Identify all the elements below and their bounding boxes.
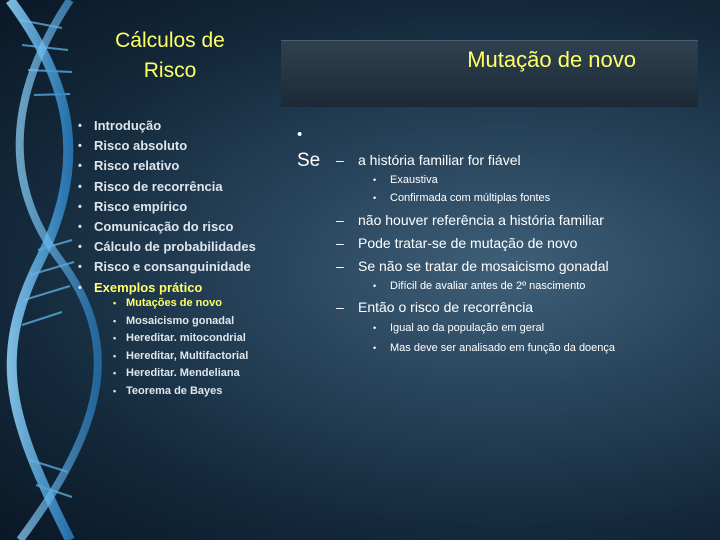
dash-item-1-text: a história familiar for fiável	[358, 152, 521, 168]
sub-item-exaustiva-text: Exaustiva	[390, 174, 438, 186]
sub-item-igual: • Igual ao da população em geral	[373, 322, 545, 334]
subnav-item-mutacoes-de-novo[interactable]: • Mutações de novo	[113, 295, 248, 313]
bullet-se: •Se	[297, 126, 321, 171]
sidebar-subnav	[113, 295, 248, 401]
dash-item-3-text: Pode tratar-se de mutação de novo	[358, 235, 578, 251]
dash-item-2: – não houver referência a história familiar	[336, 212, 604, 228]
dash-item-5-text: Então o risco de recorrência	[358, 299, 534, 315]
sub-item-dificil-text: Difícil de avaliar antes de 2º nascimento	[390, 280, 586, 292]
subnav-item-hereditar-multifactorial[interactable]: • Hereditar, Multifactorial	[113, 348, 248, 366]
nav-item-risco-relativo[interactable]: • Risco relativo	[78, 156, 256, 176]
nav-item-exemplos-pratico[interactable]: • Exemplos prático	[78, 278, 256, 298]
dash-item-1: – a história familiar for fiável	[336, 152, 521, 168]
subnav-item-mosaicismo-gonadal[interactable]: • Mosaicismo gonadal	[113, 313, 248, 331]
dash-item-2-text: não houver referência a história familiar	[358, 212, 604, 228]
sub-item-confirmada: • Confirmada com múltiplas fontes	[373, 192, 551, 204]
nav-item-calculo-probabilidades[interactable]: • Cálculo de probabilidades	[78, 237, 256, 257]
sub-item-confirmada-text: Confirmada com múltiplas fontes	[390, 192, 551, 204]
sub-item-analisado-text: Mas deve ser analisado em função da doença	[390, 342, 616, 354]
subnav-item-teorema-bayes[interactable]: • Teorema de Bayes	[113, 383, 248, 401]
dash-item-4: – Se não se tratar de mosaicismo gonadal	[336, 258, 609, 274]
slide-title: Mutação de novo	[467, 47, 636, 72]
subnav-item-hereditar-mendeliana[interactable]: • Hereditar. Mendeliana	[113, 365, 248, 383]
section-title	[80, 26, 260, 86]
section-title-line2: Risco	[143, 59, 197, 82]
bullet-se-text: Se	[297, 150, 321, 171]
nav-item-risco-empirico[interactable]: • Risco empírico	[78, 197, 256, 217]
dash-item-5: – Então o risco de recorrência	[336, 299, 534, 315]
slide-title-box	[281, 40, 698, 107]
sub-item-igual-text: Igual ao da população em geral	[390, 322, 545, 334]
nav-item-risco-recorrencia[interactable]: • Risco de recorrência	[78, 177, 256, 197]
sub-item-exaustiva: • Exaustiva	[373, 174, 438, 186]
nav-item-introducao[interactable]: • Introdução	[78, 116, 256, 136]
sidebar-nav	[78, 116, 256, 298]
nav-item-risco-consanguinidade[interactable]: • Risco e consanguinidade	[78, 257, 256, 277]
subnav-item-hereditar-mitocondrial[interactable]: • Hereditar. mitocondrial	[113, 330, 248, 348]
dash-item-4-text: Se não se tratar de mosaicismo gonadal	[358, 258, 609, 274]
section-title-line1: Cálculos de	[115, 29, 225, 52]
sub-item-analisado: • Mas deve ser analisado em função da doença	[373, 342, 616, 354]
nav-item-risco-absoluto[interactable]: • Risco absoluto	[78, 136, 256, 156]
dash-item-3: – Pode tratar-se de mutação de novo	[336, 235, 578, 251]
nav-item-comunicacao-risco[interactable]: • Comunicação do risco	[78, 217, 256, 237]
sub-item-dificil: • Difícil de avaliar antes de 2º nascimento	[373, 280, 586, 292]
